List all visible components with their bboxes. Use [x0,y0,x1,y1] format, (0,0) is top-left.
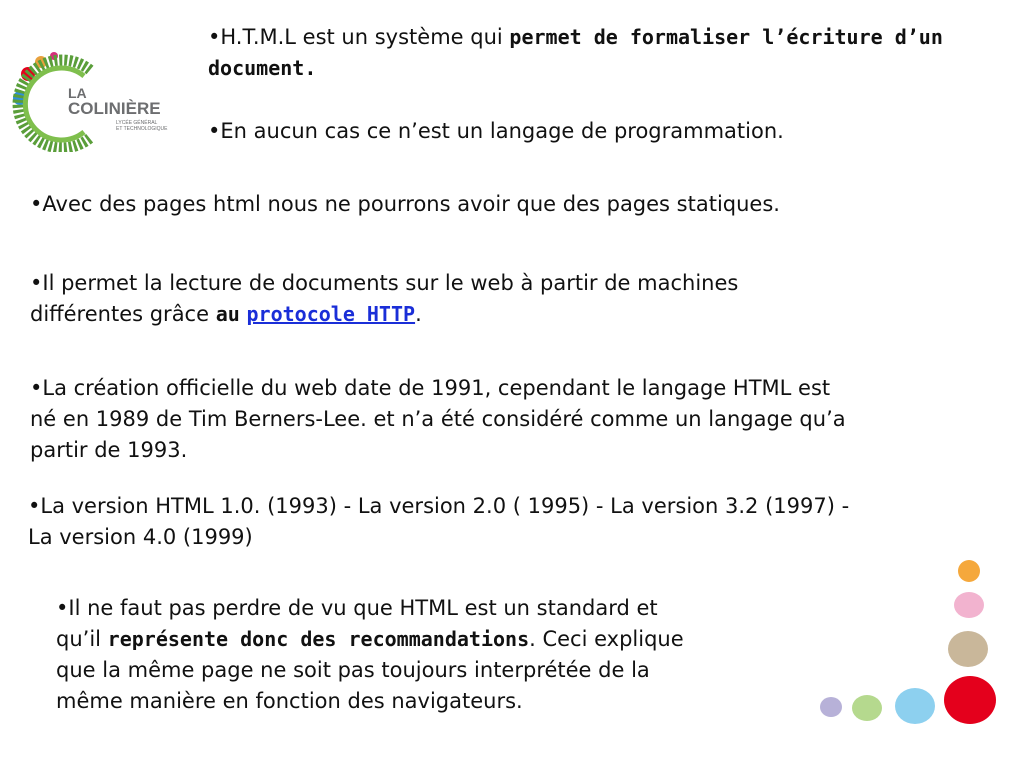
bullet-http-protocol [30,268,738,330]
decor-dot-pink [954,592,984,618]
bullet-period: . [415,302,422,326]
decor-dot-orange [958,560,980,582]
decor-dot-blue [895,688,935,724]
bullet-text-line2-post: . Ceci explique [529,627,684,651]
logo-text-sub1: LYCÉE GÉNÉRAL [116,120,158,126]
decor-dot-lavender [820,697,842,717]
bullet-text-line3: partir de 1993. [30,438,188,462]
bullet-static-pages [30,189,780,220]
bullet-text-line1: •Il ne faut pas perdre de vu que HTML est un standard et [56,596,658,620]
bullet-html-versions [28,491,849,553]
bullet-text: •En aucun cas ce n’est un langage de programmation. [208,119,784,143]
decor-dot-red [944,676,996,724]
bullet-text-line1: •Il permet la lecture de documents sur le web à partir de machines [30,271,739,295]
bullet-text-line1: •La création officielle du web date de 1991, cependant le langage HTML est [30,376,831,400]
logo-text-sub2: ET TECHNOLOGIQUE [116,126,168,132]
bullet-html-definition [208,22,1008,84]
decor-dot-tan [948,631,988,667]
bullet-text-line4: même manière en fonction des navigateurs. [56,689,523,713]
bullet-bold-recommendations: représente donc des recommandations [107,627,530,651]
logo-text-name: COLINIÈRE [68,99,161,118]
logo-text-la: LA [68,85,87,101]
bullet-text-line3: que la même page ne soit pas toujours interprétée de la [56,658,650,682]
bullet-standard-recommendations [56,593,684,717]
bullet-text-line2: différentes grâce [30,302,216,326]
bullet-bold-au: au [215,302,240,326]
bullet-bold-text: permet de formaliser l’écriture d’un [509,25,943,49]
bullet-text-line2: La version 4.0 (1999) [28,525,253,549]
bullet-text-line2-pre: qu’il [56,627,108,651]
bullet-text-line1: •La version HTML 1.0. (1993) - La version 2.0 ( 1995) - La version 3.2 (1997) - [28,494,850,518]
bullet-text-line2: né en 1989 de Tim Berners-Lee. et n’a été considéré comme un langage qu’a [30,407,846,431]
decor-dot-green [852,695,882,721]
colin-iere-logo [8,48,178,152]
bullet-bold-text-2: document. [208,56,317,80]
bullet-text: •Avec des pages html nous ne pourrons avoir que des pages statiques. [30,192,780,216]
bullet-text: •H.T.M.L est un système qui [208,25,510,49]
bullet-not-programming-language [208,116,784,147]
bullet-web-history [30,373,846,466]
protocole-http-link[interactable]: protocole HTTP [246,302,416,326]
